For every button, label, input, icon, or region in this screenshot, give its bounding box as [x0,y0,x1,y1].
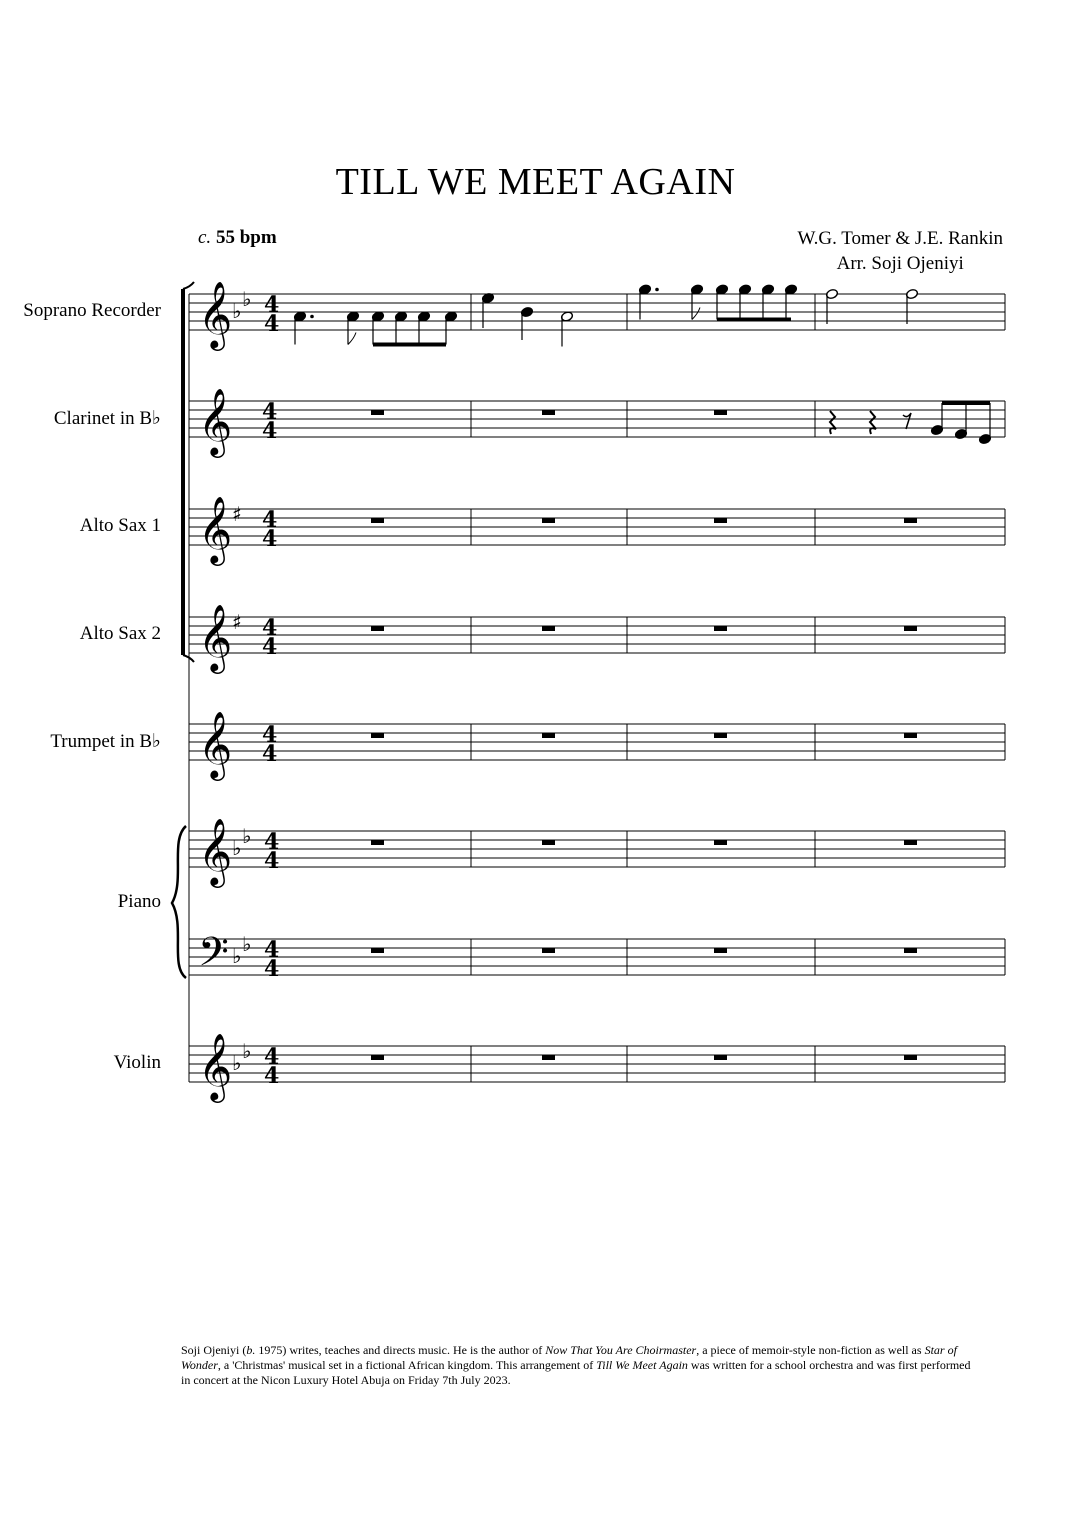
bracket [183,282,194,289]
footnote-book-title: Star of Wonder [181,1343,957,1372]
whole-rest [542,733,555,738]
whole-rest [542,410,555,415]
whole-rest [371,626,384,631]
time-signature-beats: 4 [264,292,280,318]
sharp-icon: ♯ [232,610,242,634]
instrument-label-alto-sax-1: Alto Sax 1 [79,515,161,536]
treble-clef-icon: 𝄞 [198,387,233,455]
treble-clef-icon: 𝄞 [198,710,233,778]
flat-icon: ♭ [232,944,242,968]
flat-icon: ♭ [242,824,252,848]
footnote-piece-title: Till We Meet Again [596,1358,688,1372]
whole-rest [371,840,384,845]
instrument-label-clarinet: Clarinet in B♭ [53,408,161,429]
treble-clef-icon: 𝄞 [198,280,233,348]
whole-rest [542,1055,555,1060]
whole-rest [542,626,555,631]
whole-rest [714,733,727,738]
footnote-text: Soji Ojeniyi ( [181,1343,247,1357]
instrument-label-trumpet: Trumpet in B♭ [50,731,161,752]
time-signature-beats: 4 [264,829,280,855]
instrument-label-piano: Piano [117,891,161,912]
flat-icon: ♭ [232,1051,242,1075]
footnote-born: b. [246,1343,256,1357]
footnote-text: , a 'Christmas' musical set in a fictional African kingdom. This arrangement of [217,1358,597,1372]
treble-clef-icon: 𝄞 [198,1032,233,1100]
dot [655,288,659,292]
footnote-book-title: Now That You Are Choirmaster [545,1343,697,1357]
tempo-value: 55 bpm [215,227,277,248]
eighth-rest [903,413,911,429]
footnote [181,1343,981,1388]
instrument-label-violin: Violin [113,1052,161,1073]
time-signature-beats: 4 [264,1044,280,1070]
footnote-text: 1975) writes, teaches and directs music. He is the author of [255,1343,546,1357]
sharp-icon: ♯ [232,502,242,526]
time-signature-unit: 4 [262,418,278,444]
whole-rest [542,948,555,953]
flat-icon: ♭ [242,932,252,956]
beam [717,318,791,322]
treble-clef-icon: 𝄞 [198,495,233,563]
tempo-prefix: c. [198,227,212,248]
beam [373,343,446,347]
whole-rest [371,1055,384,1060]
instrument-label-alto-sax-2: Alto Sax 2 [79,623,161,644]
brace [172,826,186,978]
page-title: TILL WE MEET AGAIN [335,161,736,203]
whole-rest [714,948,727,953]
dot [310,315,314,319]
time-signature-beats: 4 [262,615,278,641]
treble-clef-icon: 𝄞 [198,817,233,885]
whole-rest [714,410,727,415]
flag [348,333,356,345]
whole-rest [904,948,917,953]
whole-rest [371,518,384,523]
time-signature-beats: 4 [262,507,278,533]
whole-rest [542,518,555,523]
time-signature-beats: 4 [262,399,278,425]
footnote-text: was written for a school orchestra and was first performed in concert at the Nicon Luxury Hotel Abuja on Friday 7th July 2023. [181,1358,971,1387]
whole-rest [371,948,384,953]
whole-rest [714,518,727,523]
whole-rest [904,626,917,631]
arranger-credit: Arr. Soji Ojeniyi [836,253,964,274]
composer-credit: W.G. Tomer & J.E. Rankin [797,228,1003,249]
whole-rest [904,518,917,523]
time-signature-unit: 4 [264,1063,280,1089]
time-signature-beats: 4 [262,722,278,748]
treble-clef-icon: 𝄞 [198,603,233,671]
whole-rest [714,1055,727,1060]
time-signature-unit: 4 [264,956,280,982]
time-signature-unit: 4 [262,741,278,767]
quarter-rest [830,411,836,434]
whole-rest [904,733,917,738]
whole-rest [904,1055,917,1060]
flag [692,308,700,320]
whole-rest [904,840,917,845]
flat-icon: ♭ [242,287,252,311]
flat-icon: ♭ [242,1039,252,1063]
whole-rest [371,410,384,415]
instrument-label-soprano-recorder: Soprano Recorder [23,300,161,321]
flat-icon: ♭ [232,299,242,323]
quarter-rest [870,411,876,434]
time-signature-unit: 4 [264,311,280,337]
bass-clef-icon: 𝄢 [198,929,229,985]
whole-rest [542,840,555,845]
time-signature-unit: 4 [264,848,280,874]
footnote-text: , a piece of memoir-style non-fiction as well as [696,1343,925,1357]
time-signature-beats: 4 [264,937,280,963]
time-signature-unit: 4 [262,526,278,552]
beam [942,401,990,405]
whole-rest [714,840,727,845]
flat-icon: ♭ [232,836,242,860]
time-signature-unit: 4 [262,634,278,660]
whole-rest [371,733,384,738]
whole-rest [714,626,727,631]
